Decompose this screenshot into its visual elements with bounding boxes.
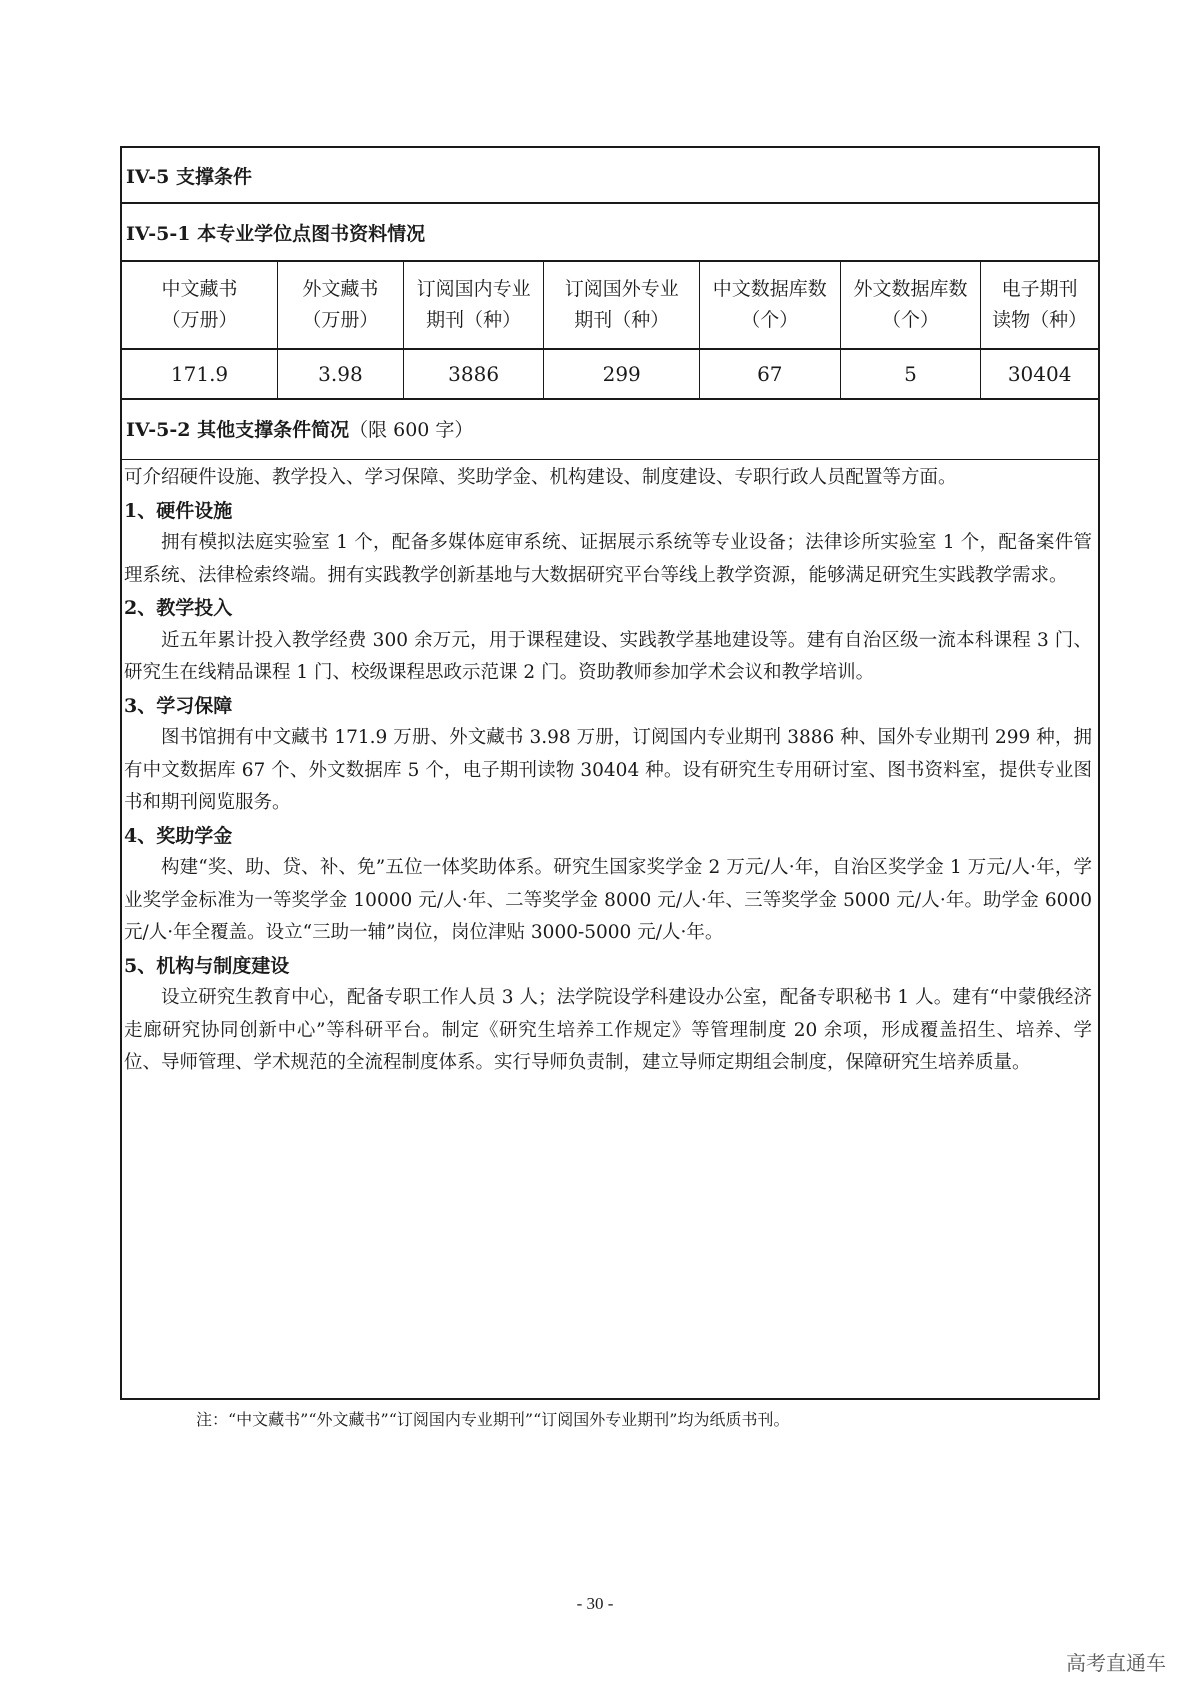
value-cell: 299 [544,349,700,399]
watermark: 高考直通车 [1066,1651,1166,1675]
library-table [122,262,1098,400]
intro-text: 可介绍硬件设施、教学投入、学习保障、奖助学金、机构建设、制度建设、专职行政人员配置等方面。 [124,467,957,488]
footnote: 注：“中文藏书”“外文藏书”“订阅国内专业期刊”“订阅国外专业期刊”均为纸质书刊。 [196,1410,790,1429]
table-header-row [122,262,1098,349]
section-heading: 5、机构与制度建设 [124,954,290,977]
header-cell: 电子期刊 读物（种） [981,262,1098,349]
other-conditions-title: IV-5-2 其他支撑条件简况 （限 600 字） [122,398,1098,460]
table-value-row [122,349,1098,399]
section-text: 近五年累计投入教学经费 300 余万元，用于课程建设、实践教学基地建设等。建有自治区级一流本科课程 3 门、研究生在线精品课程 1 门、校级课程思政示范课 2 门。资助教师参加学术会议和教学培训。 [124,629,1092,683]
header-cell: 外文数据库数 （个） [840,262,981,349]
header-cell: 订阅国内专业 期刊（种） [403,262,544,349]
section-heading: 4、奖助学金 [124,824,233,847]
section-text: 拥有模拟法庭实验室 1 个，配备多媒体庭审系统、证据展示系统等专业设备；法律诊所实验室 1 个，配备案件管理系统、法律检索终端。拥有实践教学创新基地与大数据研究平台等线上教学资源，能够满足研究生实践教学需求。 [124,532,1092,586]
page-number: - 30 - [576,1594,614,1613]
other-conditions-body [124,462,1092,1080]
value-cell: 3.98 [278,349,404,399]
section-text: 设立研究生教育中心，配备专职工作人员 3 人；法学院设学科建设办公室，配备专职秘书 1 人。建有“中蒙俄经济走廊研究协同创新中心”等科研平台。制定《研究生培养工作规定》等管理制度 20 余项，形成覆盖招生、培养、学位、导师管理、学术规范的全流程制度体系。实行导师负责制，建立导师定期组会制度，保障研究生培养质量。 [124,987,1092,1073]
form-frame [120,146,1100,1400]
library-title: IV-5-1 本专业学位点图书资料情况 [122,204,1098,262]
value-cell: 171.9 [122,349,278,399]
value-cell: 5 [840,349,981,399]
section-title: IV-5 支撑条件 [122,148,1098,204]
value-cell: 30404 [981,349,1098,399]
section-heading: 3、学习保障 [124,694,233,717]
value-cell: 3886 [403,349,544,399]
header-cell: 订阅国外专业 期刊（种） [544,262,700,349]
section-heading: 2、教学投入 [124,597,233,619]
section-text: 构建“奖、助、贷、补、免”五位一体奖助体系。研究生国家奖学金 2 万元/人·年，自治区奖学金 1 万元/人·年，学业奖学金标准为一等奖学金 10000 元/人·年、二等奖学金 8000 元/人·年、三等奖学金 5000 元/人·年。助学金 6000 元/人·年全覆盖。设立“三助一辅”岗位，岗位津贴 3000-5000 元/人·年。 [124,857,1092,943]
header-cell: 外文藏书 （万册） [278,262,404,349]
value-cell: 67 [699,349,840,399]
section-heading: 1、硬件设施 [124,499,233,522]
header-cell: 中文藏书 （万册） [122,262,278,349]
header-cell: 中文数据库数 （个） [699,262,840,349]
section-text: 图书馆拥有中文藏书 171.9 万册、外文藏书 3.98 万册，订阅国内专业期刊 3886 种、国外专业期刊 299 种，拥有中文数据库 67 个、外文数据库 5 个，电子期刊读物 30404 种。设有研究生专用研讨室、图书资料室，提供专业图书和期刊阅览服务。 [124,727,1092,813]
